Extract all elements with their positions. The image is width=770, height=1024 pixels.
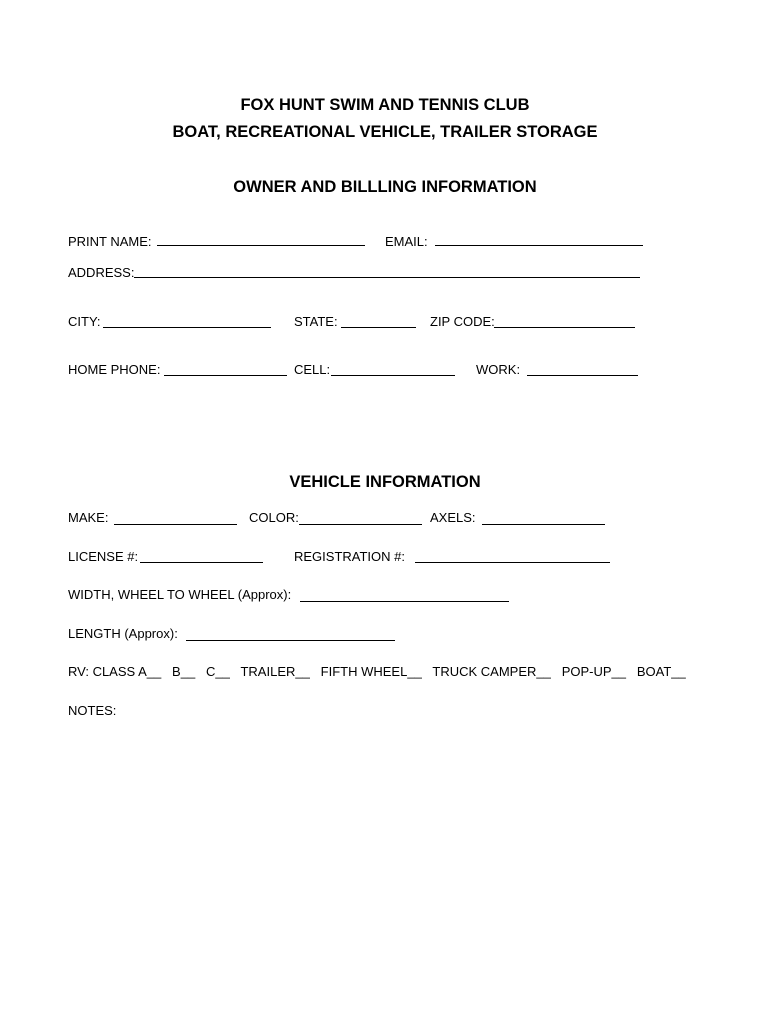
cell-label: CELL: [294, 362, 331, 377]
make-label: MAKE: [68, 510, 109, 525]
work-label: WORK: [476, 362, 521, 377]
make-field[interactable] [114, 524, 237, 525]
address-field[interactable] [134, 277, 640, 278]
city-label: CITY: [68, 314, 101, 329]
owner-section-heading: OWNER AND BILLLING INFORMATION [233, 178, 537, 196]
license-label: LICENSE #: [68, 549, 139, 564]
state-label: STATE: [294, 314, 338, 329]
registration-label: REGISTRATION #: [294, 549, 405, 564]
notes-label: NOTES: [68, 703, 117, 718]
width-label: WIDTH, WHEEL TO WHEEL (Approx): [68, 587, 292, 602]
email-label: EMAIL: [385, 234, 428, 249]
length-field[interactable] [186, 640, 395, 641]
axels-field[interactable] [482, 524, 605, 525]
home-phone-field[interactable] [164, 375, 287, 376]
print-name-label: PRINT NAME: [68, 234, 152, 249]
zip-code-field[interactable] [494, 327, 635, 328]
print-name-field[interactable] [157, 245, 365, 246]
width-field[interactable] [300, 601, 509, 602]
work-field[interactable] [527, 375, 638, 376]
city-field[interactable] [103, 327, 271, 328]
color-label: COLOR: [249, 510, 299, 525]
zip-code-label: ZIP CODE: [430, 314, 495, 329]
cell-field[interactable] [331, 375, 455, 376]
axels-label: AXELS: [430, 510, 476, 525]
license-field[interactable] [140, 562, 263, 563]
email-field[interactable] [435, 245, 643, 246]
registration-field[interactable] [415, 562, 610, 563]
state-field[interactable] [341, 327, 416, 328]
form-subtitle: BOAT, RECREATIONAL VEHICLE, TRAILER STORAGE [172, 123, 598, 141]
length-label: LENGTH (Approx): [68, 626, 178, 641]
form-title: FOX HUNT SWIM AND TENNIS CLUB [240, 96, 530, 114]
vehicle-section-heading: VEHICLE INFORMATION [289, 473, 481, 491]
rv-type-options[interactable]: RV: CLASS A__ B__ C__ TRAILER__ FIFTH WHEEL__ TRUCK CAMPER__ POP-UP__ BOAT__ [68, 664, 686, 679]
home-phone-label: HOME PHONE: [68, 362, 161, 377]
color-field[interactable] [299, 524, 422, 525]
address-label: ADDRESS: [68, 265, 135, 280]
